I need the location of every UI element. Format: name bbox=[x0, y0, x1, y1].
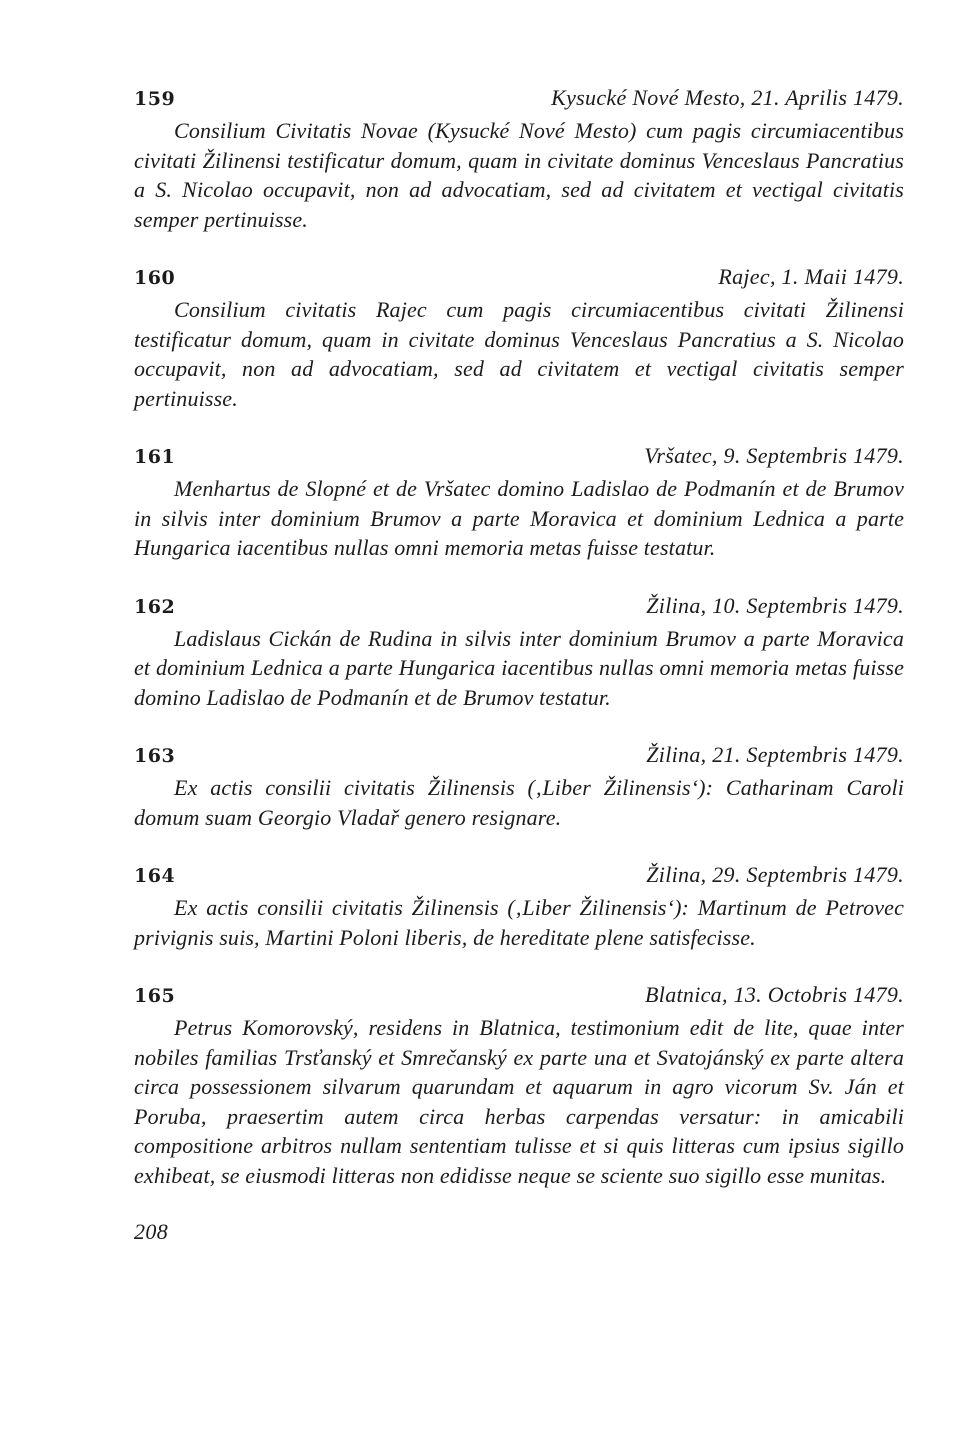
entry-text: Petrus Komorovský, residens in Blatnica, testimonium edit de lite, quae inter nobiles familias Trsťanský et Smrečanský ex parte una et Svatojánský ex parte altera circa possessionem silvarum quarundam et aquarum in agro vicorum Sv. Ján et Poruba, praesertim autem circa herbas carpendas versatur: in amicabili compositione arbitros nullam sententiam tulisse et si quis litteras cum ipsius sigillo exhibeat, se eiusmodi litteras non edidisse neque se sciente suo sigillo esse munitas. bbox=[134, 1015, 904, 1188]
entry-place-date: Blatnica, 13. Octobris 1479. bbox=[645, 982, 904, 1007]
entry-160 bbox=[134, 263, 904, 413]
entry-header bbox=[134, 84, 904, 116]
entry-header bbox=[134, 592, 904, 624]
entry-162 bbox=[134, 592, 904, 713]
entry-number: 159 bbox=[134, 88, 176, 110]
entry-164 bbox=[134, 861, 904, 952]
entry-number: 163 bbox=[134, 745, 176, 767]
entry-number: 161 bbox=[134, 446, 176, 468]
document-page bbox=[134, 84, 904, 1245]
entry-place-date: Vršatec, 9. Septembris 1479. bbox=[644, 443, 904, 468]
entry-161 bbox=[134, 442, 904, 563]
entry-text: Ex actis consilii civitatis Žilinensis (‚Liber Žilinensis‘): Martinum de Petrovec privignis suis, Martini Poloni liberis, de hereditate plene satisfecisse. bbox=[134, 895, 904, 950]
entry-header bbox=[134, 981, 904, 1013]
entry-number: 164 bbox=[134, 865, 176, 887]
entry-number: 162 bbox=[134, 595, 176, 618]
entry-text: Ladislaus Cickán de Rudina in silvis inter dominium Brumov a parte Moravica et dominium Lednica a parte Hungarica iacentibus nullas omni memoria metas fuisse domino Ladislao de Podmanín et de Brumov testatur. bbox=[134, 625, 904, 710]
entry-text: Consilium Civitatis Novae (Kysucké Nové Mesto) cum pagis circumiacentibus civitati Žilinensi testificatur domum, quam in civitate dominus Venceslaus Pancratius a S. Nicolao occupavit, non ad advocatiam, sed ad civitatem et vectigal civitatis semper pertinuisse. bbox=[134, 118, 904, 232]
entry-text: Consilium civitatis Rajec cum pagis circumiacentibus civitati Žilinensi testificatur domum, quam in civitate dominus Venceslaus Pancratius a S. Nicolao occupavit, non ad advocatiam, sed ad civitatem et vectigal civitatis semper pertinuisse. bbox=[134, 297, 904, 411]
entry-number: 160 bbox=[134, 267, 176, 289]
entry-number: 165 bbox=[134, 985, 176, 1007]
entry-header bbox=[134, 263, 904, 295]
entry-header bbox=[134, 741, 904, 773]
entry-163 bbox=[134, 741, 904, 832]
entry-place-date: Žilina, 21. Septembris 1479. bbox=[646, 742, 904, 767]
entry-place-date: Rajec, 1. Maii 1479. bbox=[718, 264, 904, 289]
entry-header bbox=[134, 861, 904, 893]
entry-159 bbox=[134, 84, 904, 234]
entry-header bbox=[134, 442, 904, 474]
entry-text: Ex actis consilii civitatis Žilinensis (‚Liber Žilinensis‘): Catharinam Caroli domum suam Georgio Vladař genero resignare. bbox=[134, 775, 904, 830]
entry-text: Menhartus de Slopné et de Vršatec domino Ladislao de Podmanín et de Brumov in silvis inter dominium Brumov a parte Moravica et dominium Lednica a parte Hungarica iacentibus nullas omni memoria metas fuisse testatur. bbox=[134, 476, 904, 560]
entry-place-date: Žilina, 29. Septembris 1479. bbox=[646, 862, 904, 887]
page-number: 208 bbox=[134, 1219, 169, 1244]
entry-place-date: Žilina, 10. Septembris 1479. bbox=[646, 592, 904, 618]
entry-place-date: Kysucké Nové Mesto, 21. Aprilis 1479. bbox=[551, 85, 904, 110]
entry-165 bbox=[134, 981, 904, 1190]
